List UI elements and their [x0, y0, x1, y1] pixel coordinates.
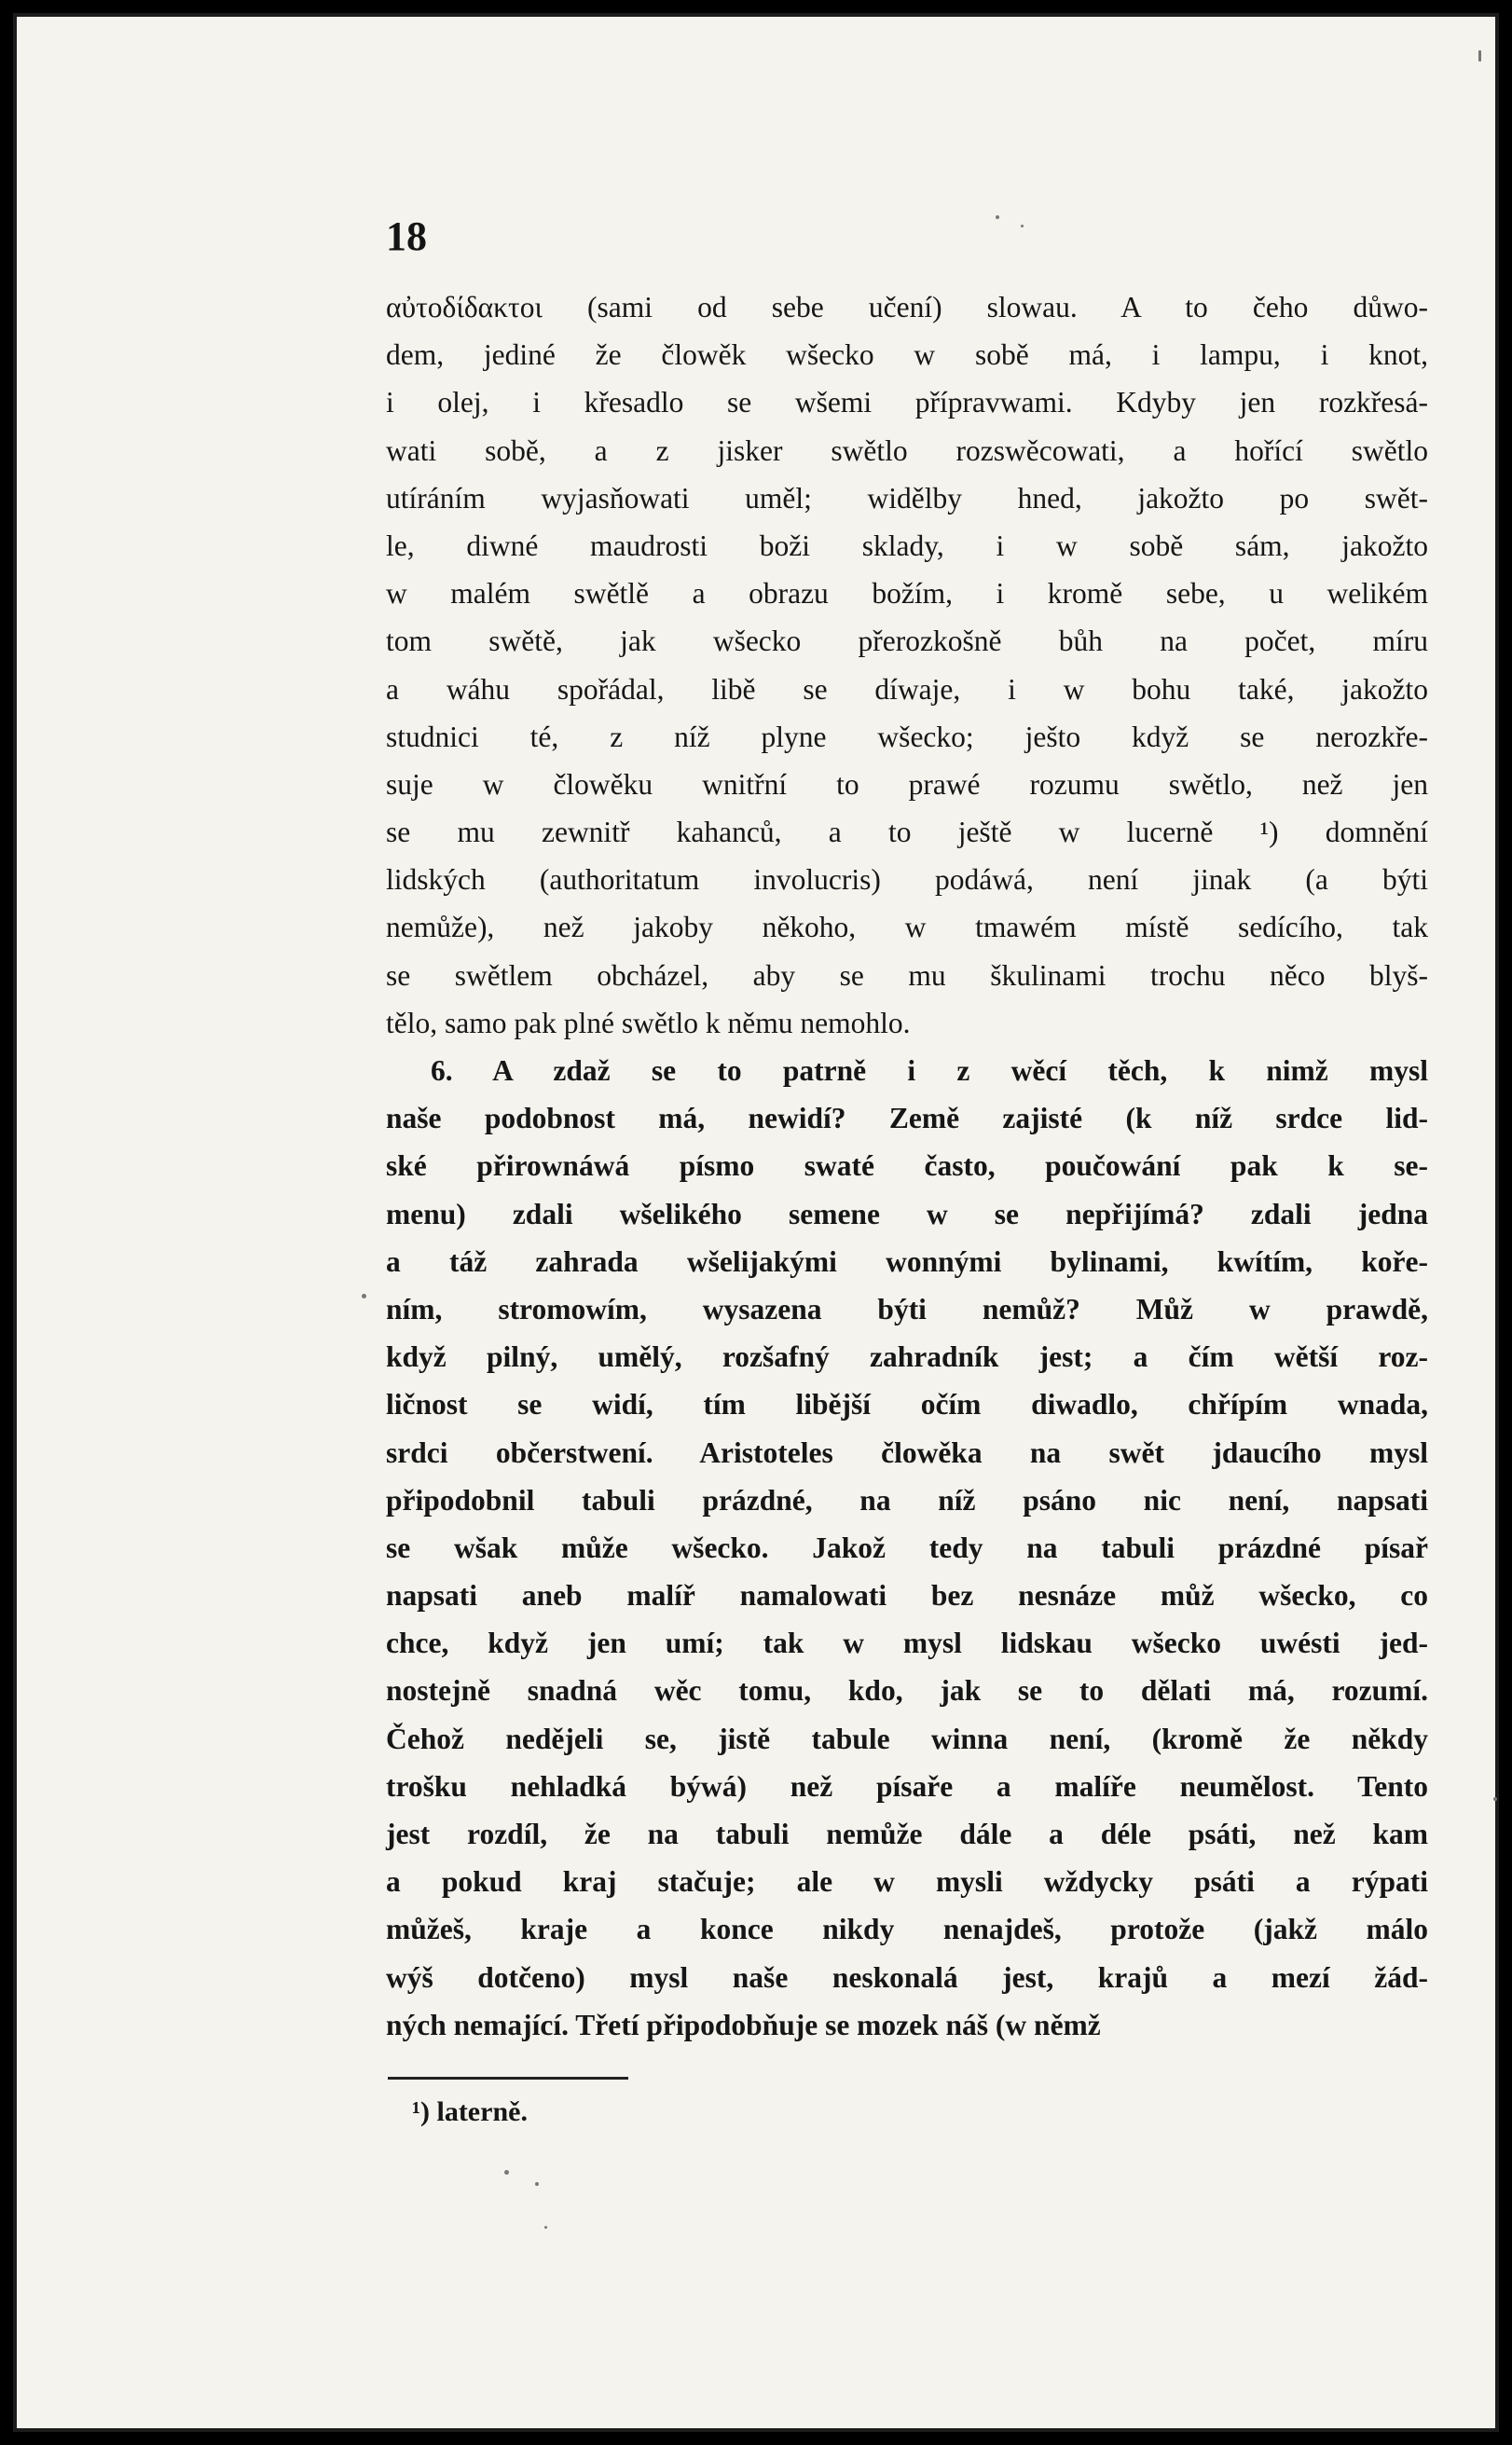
footnote: ¹) laterně.: [412, 2095, 528, 2127]
text-line: 6. A zdaž se to patrně i z wěcí těch, k nimž mysl: [431, 1054, 1428, 1087]
text-line: w malém swětlě a obrazu božím, i kromě sebe, u welikém: [386, 577, 1428, 611]
print-speck: [1493, 1797, 1497, 1801]
print-speck: [996, 215, 999, 219]
text-line: wýš dotčeno) mysl naše neskonalá jest, krajů a mezí žád-: [386, 1960, 1428, 1994]
text-line: tělo, samo pak plné swětlo k němu nemohlo.: [386, 1006, 911, 1039]
text-line: wati sobě, a z jisker swětlo rozswěcowati, a hořící swětlo: [386, 433, 1428, 467]
text-line: le, diwné maudrosti boži sklady, i w sobě sám, jakožto: [386, 529, 1428, 562]
text-line: menu) zdali wšelikého semene w se nepřijímá? zdali jedna: [386, 1197, 1428, 1230]
text-line: naše podobnost má, newidí? Země zajisté (k níž srdce lid-: [386, 1102, 1428, 1135]
print-speck: [544, 2226, 547, 2229]
text-line: ské přirownáwá písmo swaté často, poučowání pak k se-: [386, 1149, 1428, 1183]
text-line: utíráním wyjasňowati uměl; widělby hned, jakožto po swět-: [386, 481, 1428, 515]
footnote-rule: [388, 2077, 628, 2080]
print-speck: [1021, 225, 1024, 227]
text-line: srdci občerstwení. Aristoteles člowěka na swět jdaucího mysl: [386, 1435, 1428, 1469]
text-line: αὐτοδίδακτοι (sami od sebe učení) slowau. A to čeho důwo-: [386, 291, 1428, 323]
text-line: suje w člowěku wnitřní to prawé rozumu swětlo, než jen: [386, 767, 1428, 801]
book-page: [13, 13, 1499, 2432]
text-line: připodobnil tabuli prázdné, na níž psáno nic není, napsati: [386, 1483, 1428, 1517]
text-line: studnici té, z níž plyne wšecko; ješto když se nerozkře-: [386, 720, 1428, 753]
text-line: a táž zahrada wšelijakými wonnými bylinami, kwítím, koře-: [386, 1244, 1428, 1278]
body-text: [386, 283, 1428, 2049]
text-line: se swětlem obcházel, aby se mu škulinami trochu něco blyš-: [386, 958, 1428, 992]
text-line: tom swětě, jak wšecko přerozkošně bůh na počet, míru: [386, 625, 1428, 658]
text-block: [386, 213, 1428, 2128]
text-line: můžeš, kraje a konce nikdy nenajdeš, protože (jakž málo: [386, 1913, 1428, 1946]
text-line: chce, když jen umí; tak w mysl lidskau wšecko uwésti jed-: [386, 1627, 1428, 1660]
print-speck: [362, 1294, 366, 1298]
print-speck: [504, 2170, 509, 2175]
text-line: dem, jediné že člowěk wšecko w sobě má, i lampu, i knot,: [386, 338, 1428, 372]
text-line: a wáhu spořádal, libě se díwaje, i w bohu také, jakožto: [386, 672, 1428, 706]
text-line: napsati aneb malíř namalowati bez nesnáze můž wšecko, co: [386, 1579, 1428, 1613]
text-line: nemůže), než jakoby někoho, w tmawém místě sedícího, tak: [386, 911, 1428, 944]
print-speck: [1478, 50, 1481, 62]
print-speck: [535, 2182, 539, 2186]
text-line: ličnost se widí, tím libější očím diwadlo, chřípím wnada,: [386, 1388, 1428, 1422]
text-line: se wšak může wšecko. Jakož tedy na tabuli prázdné písař: [386, 1531, 1428, 1564]
text-line: Čehož nedějeli se, jistě tabule winna není, (kromě že někdy: [386, 1722, 1428, 1755]
text-line: i olej, i křesadlo se wšemi přípravwami. Kdyby jen rozkřesá-: [386, 386, 1428, 419]
text-line: ním, stromowím, wysazena býti nemůž? Můž w prawdě,: [386, 1292, 1428, 1326]
text-line: jest rozdíl, že na tabuli nemůže dále a déle psáti, než kam: [386, 1818, 1428, 1850]
text-line: lidských (authoritatum involucris) podáwá, není jinak (a býti: [386, 863, 1428, 897]
text-line: se mu zewnitř kahanců, a to ještě w lucerně ¹) domnění: [386, 816, 1428, 849]
text-line: ných nemající. Třetí připodobňuje se mozek náš (w němž: [386, 2008, 1101, 2041]
page-number: 18: [386, 213, 427, 259]
text-line: když pilný, umělý, rozšafný zahradník jest; a čím wětší roz-: [386, 1340, 1428, 1374]
text-line: a pokud kraj stačuje; ale w mysli wždycky psáti a rýpati: [386, 1865, 1428, 1899]
text-line: trošku nehladká býwá) než písaře a malíře neumělost. Tento: [386, 1769, 1428, 1803]
text-line: nostejně snadná wěc tomu, kdo, jak se to dělati má, rozumí.: [386, 1674, 1428, 1708]
